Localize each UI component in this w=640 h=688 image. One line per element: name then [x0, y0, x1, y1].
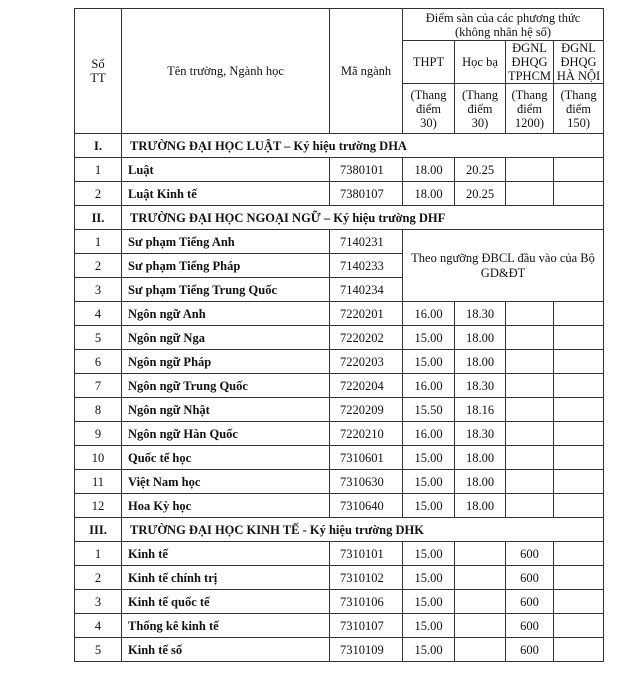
row-dgnl-hn-score [554, 374, 604, 398]
row-major-code: 7140233 [330, 254, 403, 278]
row-dgnl-hn-score [554, 422, 604, 446]
table-row [75, 398, 604, 422]
row-dgnl-hn-score [554, 470, 604, 494]
header-stt [75, 9, 122, 134]
row-major-code: 7310107 [330, 614, 403, 638]
table-row [75, 182, 604, 206]
row-dgnl-hn-score [554, 182, 604, 206]
header-thpt [403, 41, 455, 84]
table-row [75, 542, 604, 566]
header-dgnl-hcm-scale-label: (Thang điểm 1200) [511, 87, 548, 130]
row-major-name: Ngôn ngữ Pháp [122, 350, 330, 374]
row-thpt-score: 18.00 [403, 158, 455, 182]
row-hocba-score: 18.00 [455, 350, 506, 374]
row-dgnl-hcm-score [506, 182, 554, 206]
table-row [75, 302, 604, 326]
row-dgnl-hcm-score [506, 470, 554, 494]
row-dgnl-hn-score [554, 158, 604, 182]
row-dgnl-hn-score [554, 542, 604, 566]
table-row [75, 566, 604, 590]
row-dgnl-hcm-score: 600 [506, 590, 554, 614]
row-dgnl-hn-score [554, 614, 604, 638]
header-thpt-scale [403, 84, 455, 134]
row-dgnl-hcm-score [506, 398, 554, 422]
row-major-name: Việt Nam học [122, 470, 330, 494]
header-hocba [455, 41, 506, 84]
header-major-code [330, 9, 403, 134]
section-title: TRƯỜNG ĐẠI HỌC LUẬT – Ký hiệu trường DHA [122, 134, 604, 158]
row-major-name: Thống kê kinh tế [122, 614, 330, 638]
row-dgnl-hcm-score [506, 326, 554, 350]
row-hocba-score: 20.25 [455, 182, 506, 206]
row-dgnl-hn-score [554, 326, 604, 350]
row-stt: 1 [75, 542, 122, 566]
row-stt: 1 [75, 230, 122, 254]
row-dgnl-hcm-score: 600 [506, 566, 554, 590]
table-row [75, 158, 604, 182]
row-hocba-score: 18.00 [455, 326, 506, 350]
row-dgnl-hcm-score: 600 [506, 638, 554, 662]
table-row [75, 230, 604, 254]
row-major-code: 7310101 [330, 542, 403, 566]
row-stt: 9 [75, 422, 122, 446]
table-row [75, 350, 604, 374]
row-thpt-score: 15.00 [403, 326, 455, 350]
row-hocba-score: 18.30 [455, 302, 506, 326]
table-row [75, 638, 604, 662]
row-dgnl-hcm-score: 600 [506, 614, 554, 638]
row-major-name: Kinh tế [122, 542, 330, 566]
section-title: TRƯỜNG ĐẠI HỌC KINH TẾ - Ký hiệu trường DHK [122, 518, 604, 542]
row-major-code: 7220202 [330, 326, 403, 350]
row-major-name: Kinh tế quốc tế [122, 590, 330, 614]
row-hocba-score: 18.00 [455, 494, 506, 518]
row-hocba-score [455, 590, 506, 614]
table-row [75, 470, 604, 494]
row-major-code: 7310102 [330, 566, 403, 590]
header-stt-label: Số TT [90, 57, 106, 85]
header-hocba-scale-label: (Thang điểm 30) [461, 87, 499, 130]
threshold-note: Theo ngưỡng ĐBCL đầu vào của Bộ GD&ĐT [403, 230, 604, 302]
row-major-code: 7380101 [330, 158, 403, 182]
row-dgnl-hn-score [554, 638, 604, 662]
row-thpt-score: 15.00 [403, 542, 455, 566]
header-school-major-label: Tên trường, Ngành học [167, 64, 284, 78]
table-header [75, 9, 604, 134]
row-major-code: 7310630 [330, 470, 403, 494]
row-major-code: 7310106 [330, 590, 403, 614]
row-stt: 12 [75, 494, 122, 518]
row-major-code: 7310640 [330, 494, 403, 518]
header-hocba-scale [455, 84, 506, 134]
row-major-name: Sư phạm Tiếng Anh [122, 230, 330, 254]
row-dgnl-hcm-score: 600 [506, 542, 554, 566]
header-school-major [122, 9, 330, 134]
row-major-name: Sư phạm Tiếng Pháp [122, 254, 330, 278]
row-thpt-score: 15.50 [403, 398, 455, 422]
row-major-name: Luật [122, 158, 330, 182]
row-major-name: Ngôn ngữ Trung Quốc [122, 374, 330, 398]
row-thpt-score: 18.00 [403, 182, 455, 206]
row-major-name: Ngôn ngữ Hàn Quốc [122, 422, 330, 446]
row-stt: 5 [75, 326, 122, 350]
row-dgnl-hcm-score [506, 374, 554, 398]
section-number: II. [75, 206, 122, 230]
table-body [75, 134, 604, 662]
row-major-code: 7140234 [330, 278, 403, 302]
row-major-name: Sư phạm Tiếng Trung Quốc [122, 278, 330, 302]
table-row [75, 614, 604, 638]
row-thpt-score: 16.00 [403, 422, 455, 446]
row-major-name: Luật Kinh tế [122, 182, 330, 206]
header-dgnl-hn-scale-label: (Thang điểm 150) [560, 87, 597, 130]
table-row [75, 590, 604, 614]
row-major-code: 7310109 [330, 638, 403, 662]
admission-score-table [74, 8, 604, 662]
header-dgnl-hn-label: ĐGNL ĐHQG HÀ NỘI [556, 41, 601, 83]
header-dgnl-hn-scale [554, 84, 604, 134]
table-row [75, 446, 604, 470]
header-score-group-label: Điểm sàn của các phương thức (không nhân hệ số) [425, 10, 581, 39]
row-hocba-score: 18.30 [455, 374, 506, 398]
row-major-code: 7310601 [330, 446, 403, 470]
row-major-name: Quốc tế học [122, 446, 330, 470]
section-row [75, 134, 604, 158]
row-stt: 4 [75, 302, 122, 326]
header-dgnl-hn [554, 41, 604, 84]
row-stt: 8 [75, 398, 122, 422]
row-dgnl-hcm-score [506, 446, 554, 470]
table-row [75, 374, 604, 398]
table-row [75, 326, 604, 350]
row-dgnl-hn-score [554, 494, 604, 518]
row-major-code: 7220203 [330, 350, 403, 374]
table-row [75, 494, 604, 518]
row-stt: 11 [75, 470, 122, 494]
row-major-code: 7220210 [330, 422, 403, 446]
row-dgnl-hcm-score [506, 158, 554, 182]
row-stt: 3 [75, 590, 122, 614]
row-hocba-score: 20.25 [455, 158, 506, 182]
row-thpt-score: 15.00 [403, 494, 455, 518]
row-hocba-score [455, 566, 506, 590]
header-hocba-label: Học bạ [462, 55, 498, 69]
row-thpt-score: 15.00 [403, 590, 455, 614]
row-thpt-score: 15.00 [403, 470, 455, 494]
row-major-name: Kinh tế số [122, 638, 330, 662]
row-stt: 2 [75, 566, 122, 590]
row-major-name: Hoa Kỳ học [122, 494, 330, 518]
row-stt: 2 [75, 182, 122, 206]
row-stt: 10 [75, 446, 122, 470]
header-thpt-scale-label: (Thang điểm 30) [410, 87, 447, 130]
row-major-name: Kinh tế chính trị [122, 566, 330, 590]
row-dgnl-hn-score [554, 446, 604, 470]
row-hocba-score [455, 638, 506, 662]
row-dgnl-hn-score [554, 302, 604, 326]
row-major-code: 7220204 [330, 374, 403, 398]
row-major-code: 7380107 [330, 182, 403, 206]
row-dgnl-hn-score [554, 398, 604, 422]
row-thpt-score: 16.00 [403, 302, 455, 326]
row-thpt-score: 15.00 [403, 638, 455, 662]
row-thpt-score: 16.00 [403, 374, 455, 398]
row-hocba-score: 18.16 [455, 398, 506, 422]
row-major-name: Ngôn ngữ Nhật [122, 398, 330, 422]
row-stt: 6 [75, 350, 122, 374]
row-dgnl-hcm-score [506, 494, 554, 518]
header-thpt-label: THPT [412, 55, 445, 69]
row-dgnl-hn-score [554, 590, 604, 614]
header-major-code-label: Mã ngành [340, 64, 392, 78]
row-major-name: Ngôn ngữ Anh [122, 302, 330, 326]
header-dgnl-hcm-label: ĐGNL ĐHQG TPHCM [507, 41, 552, 83]
row-thpt-score: 15.00 [403, 446, 455, 470]
row-hocba-score: 18.00 [455, 446, 506, 470]
row-thpt-score: 15.00 [403, 350, 455, 374]
row-dgnl-hcm-score [506, 350, 554, 374]
section-title: TRƯỜNG ĐẠI HỌC NGOẠI NGỮ – Ký hiệu trường DHF [122, 206, 604, 230]
header-dgnl-hcm [506, 41, 554, 84]
section-row [75, 518, 604, 542]
section-number: I. [75, 134, 122, 158]
row-dgnl-hcm-score [506, 302, 554, 326]
header-score-group [403, 9, 604, 41]
row-hocba-score [455, 614, 506, 638]
row-thpt-score: 15.00 [403, 614, 455, 638]
row-stt: 7 [75, 374, 122, 398]
row-major-name: Ngôn ngữ Nga [122, 326, 330, 350]
table-row [75, 422, 604, 446]
section-number: III. [75, 518, 122, 542]
row-stt: 3 [75, 278, 122, 302]
header-dgnl-hcm-scale [506, 84, 554, 134]
row-dgnl-hn-score [554, 566, 604, 590]
row-stt: 4 [75, 614, 122, 638]
row-stt: 5 [75, 638, 122, 662]
row-dgnl-hcm-score [506, 422, 554, 446]
row-thpt-score: 15.00 [403, 566, 455, 590]
row-major-code: 7220201 [330, 302, 403, 326]
row-stt: 1 [75, 158, 122, 182]
row-stt: 2 [75, 254, 122, 278]
row-dgnl-hn-score [554, 350, 604, 374]
row-hocba-score: 18.30 [455, 422, 506, 446]
row-hocba-score [455, 542, 506, 566]
row-hocba-score: 18.00 [455, 470, 506, 494]
row-major-code: 7140231 [330, 230, 403, 254]
section-row [75, 206, 604, 230]
row-major-code: 7220209 [330, 398, 403, 422]
